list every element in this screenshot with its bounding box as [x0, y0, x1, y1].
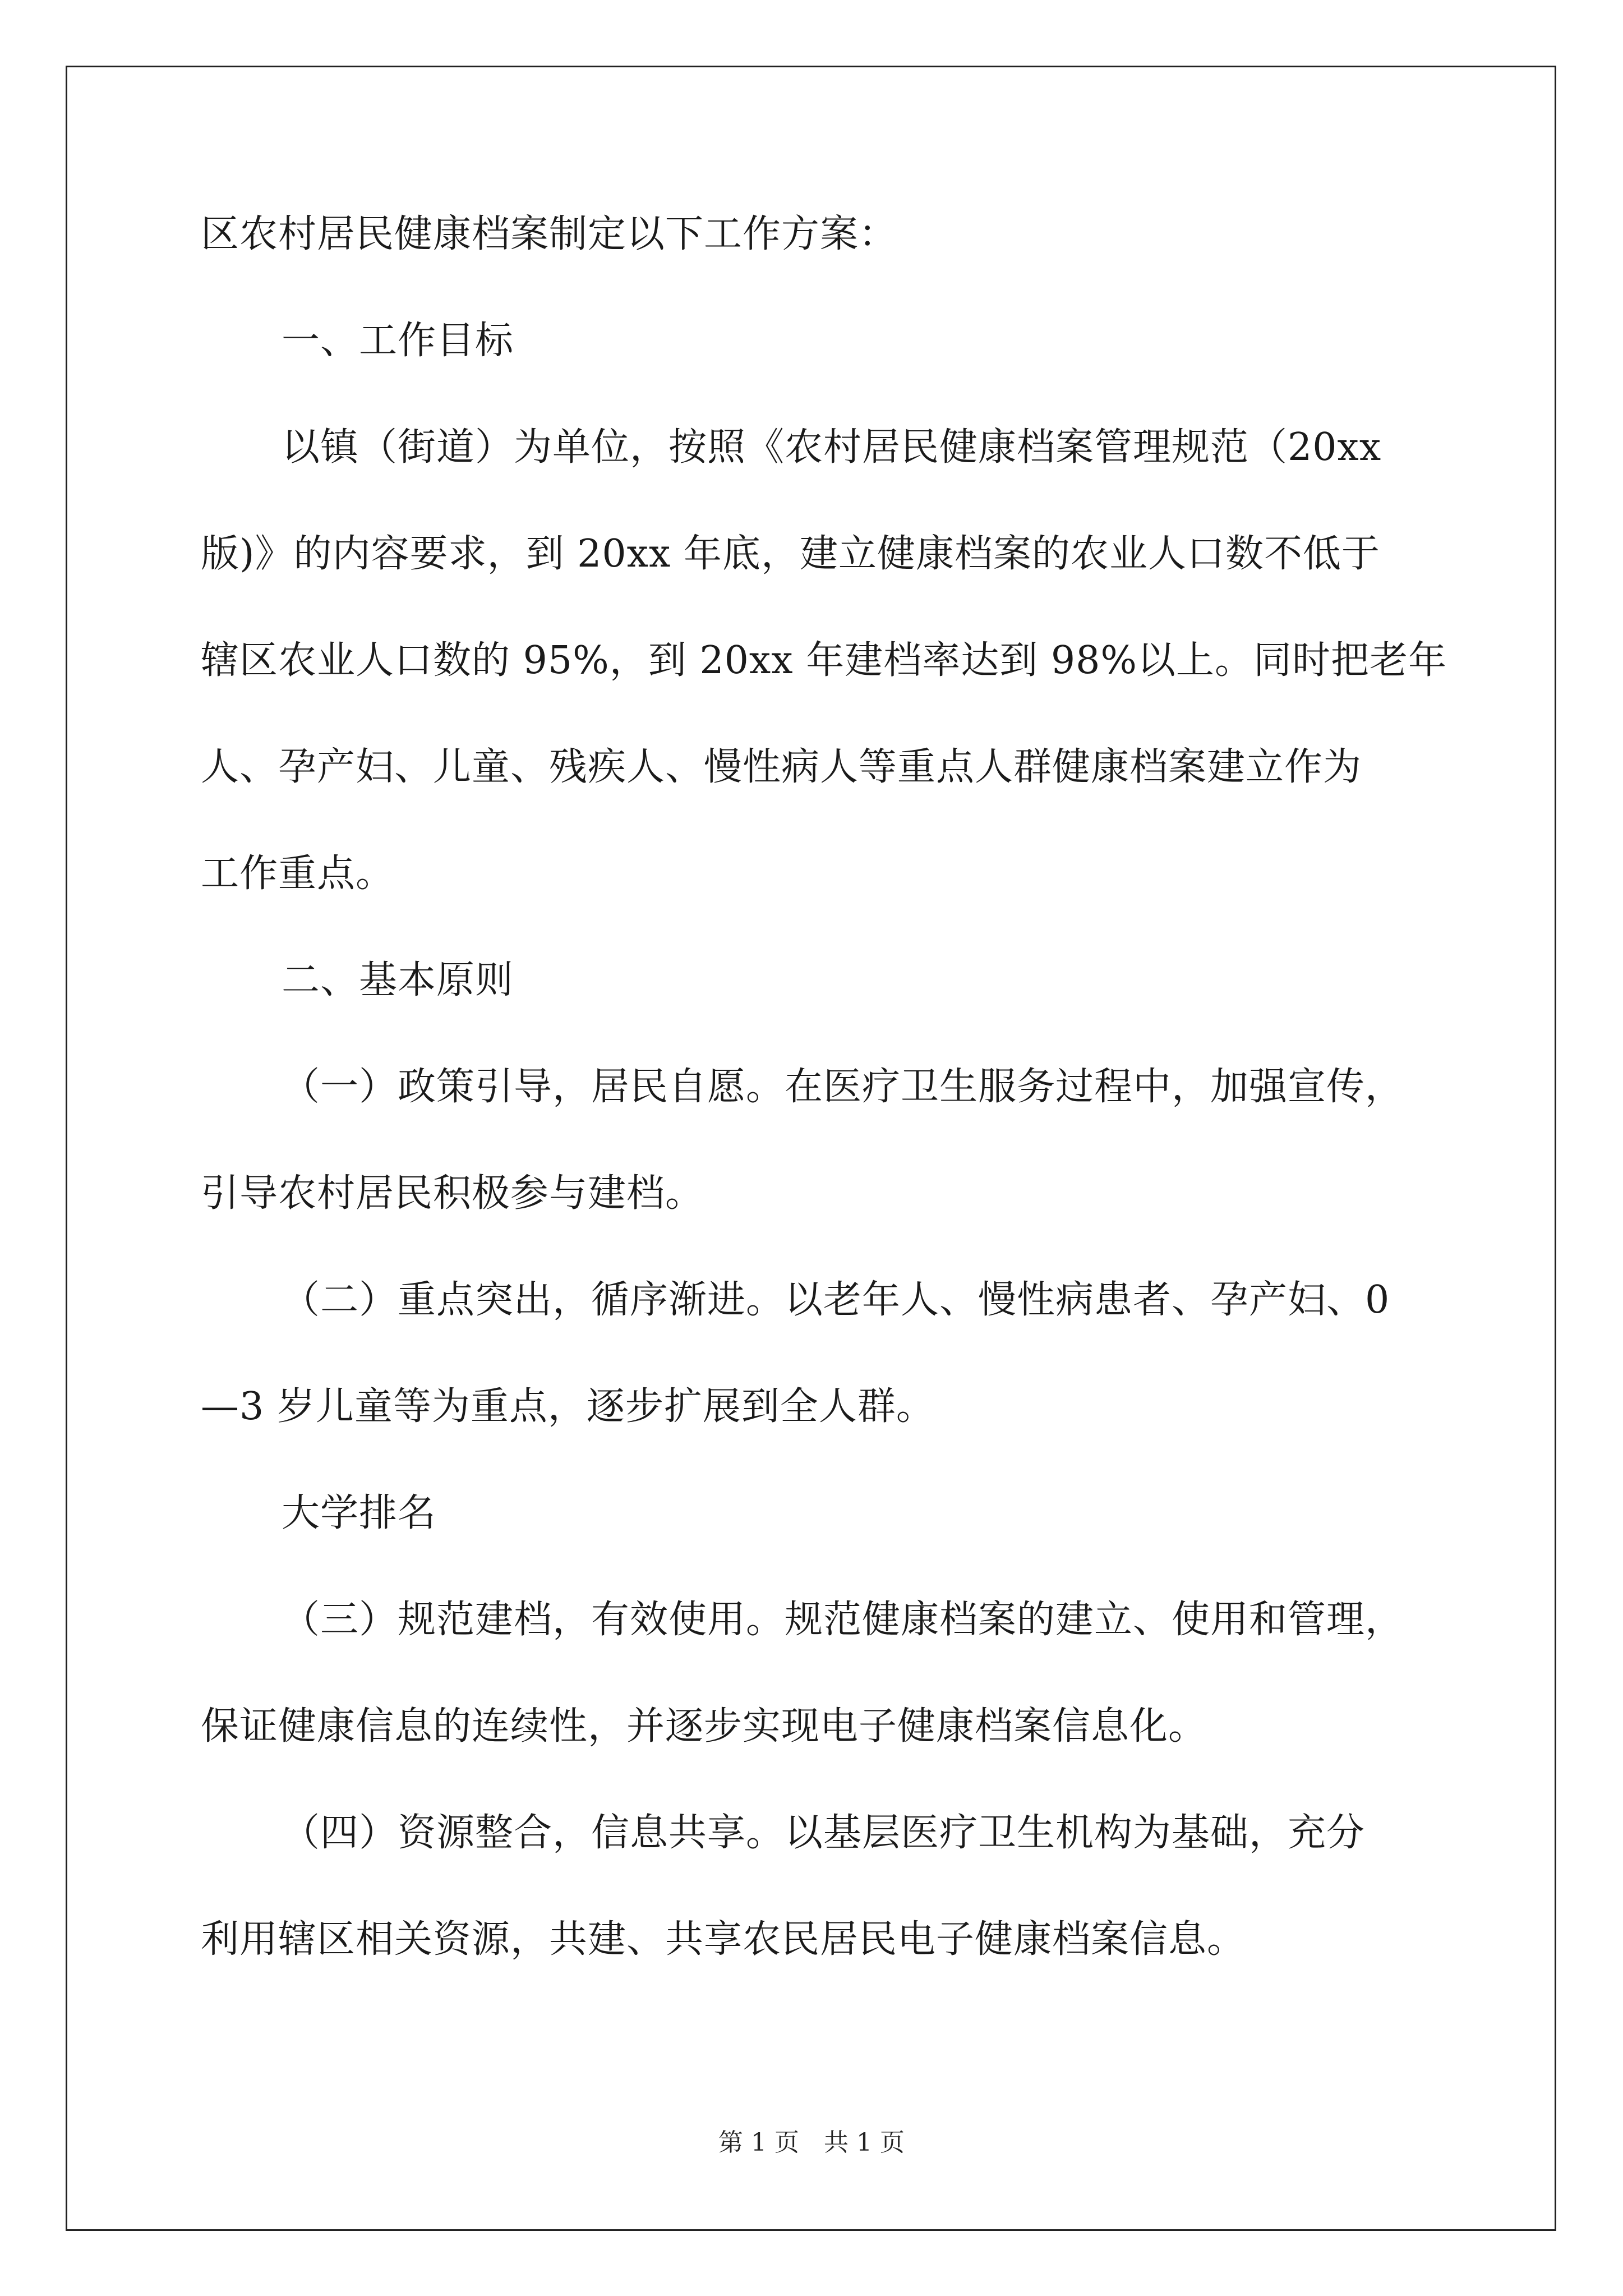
paragraph-line: —3 岁儿童等为重点，逐步扩展到全人群。	[201, 1384, 935, 1429]
paragraph-line: 工作重点。	[201, 852, 395, 896]
paragraph-line: 辖区农业人口数的 95%，到 20xx 年建档率达到 98%以上。同时把老年	[201, 638, 1447, 683]
paragraph-line: 大学排名	[282, 1491, 437, 1535]
paragraph-line: 区农村居民健康档案制定以下工作方案：	[201, 212, 898, 256]
page-border	[66, 66, 1556, 2231]
section-heading: 二、基本原则	[282, 958, 514, 1002]
paragraph-line: 利用辖区相关资源，共建、共享农民居民电子健康档案信息。	[201, 1917, 1246, 1962]
paragraph-line: （二）重点突出，循序渐进。以老年人、慢性病患者、孕产妇、0	[282, 1278, 1390, 1322]
section-heading: 一、工作目标	[282, 319, 514, 363]
paragraph-line: 以镇（街道）为单位，按照《农村居民健康档案管理规范（20xx	[282, 425, 1382, 470]
page-footer: 第 1 页 共 1 页	[718, 2128, 905, 2157]
paragraph-line: （一）政策引导，居民自愿。在医疗卫生服务过程中，加强宣传，	[282, 1065, 1404, 1109]
paragraph-line: 引导农村居民积极参与建档。	[201, 1171, 704, 1216]
paragraph-line: 保证健康信息的连续性，并逐步实现电子健康档案信息化。	[201, 1704, 1207, 1749]
paragraph-line: （三）规范建档，有效使用。规范健康档案的建立、使用和管理，	[282, 1598, 1404, 1642]
paragraph-line: （四）资源整合，信息共享。以基层医疗卫生机构为基础，充分	[282, 1811, 1366, 1855]
paragraph-line: 版)》的内容要求，到 20xx 年底，建立健康档案的农业人口数不低于	[201, 532, 1380, 576]
paragraph-line: 人、孕产妇、儿童、残疾人、慢性病人等重点人群健康档案建立作为	[201, 745, 1362, 789]
